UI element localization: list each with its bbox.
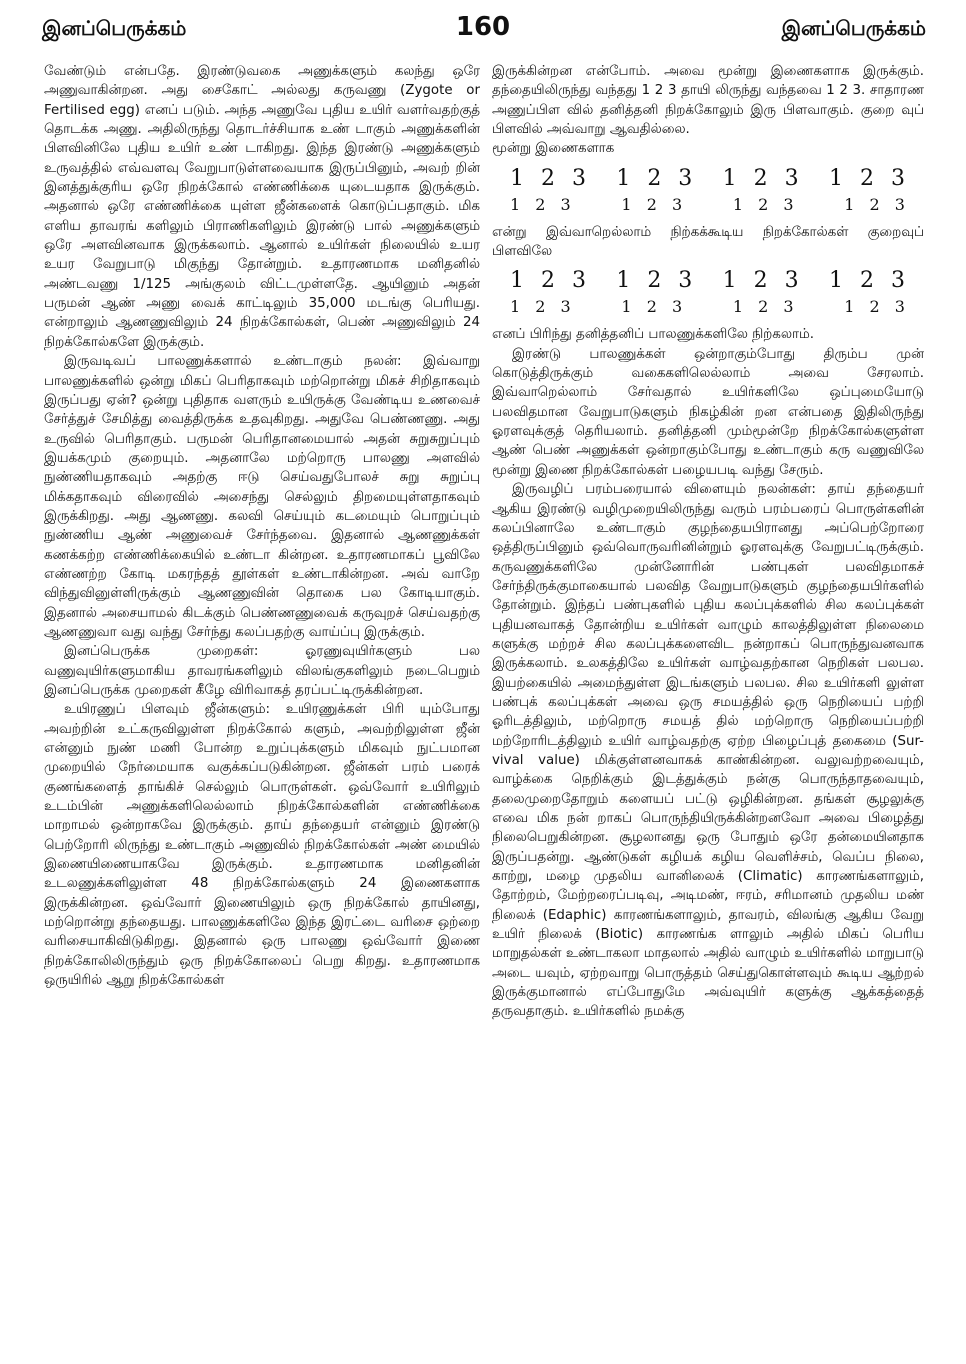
grid-cell: 1 2 3 [510, 194, 576, 214]
grid-cell: 1 2 3 [732, 194, 799, 214]
page-number: 160 [455, 12, 511, 42]
paragraph: வேண்டும் என்பதே. இரண்டுவகை அணுக்களும் கலந்து ஒரே அணுவாகின்றன. அது சைகோட் அல்லது கருவணு (Zygote or Fertilised egg) எனப் படும். அந்த அணுவே புதிய உயிர் வளர்வதற்குத் தொடக்க அணு. அதிலிருந்து தொடர்ச்சியாக உண் டாகும் அணுக்களின் பிளவினிலே புதிய உயிர் உண் டாகிறது. இந்த இரண்டு அணுக்களும் உருவத்தில் எவ்வளவு வேறுபாடுள்ளவையாக இருப்பினும், அவற் றின் இனத்துக்குரிய ஒரே நிறக்கோல் எண்ணிக்கை யுடையதாக இருக்கும். அதனால் ஒரே எண்ணிக்கை யுள்ள ஜீன்களைக் கொடுப்பதாகும். மிக எளிய தாவரங் களிலும் பிராணிகளிலும் இரண்டு பால் அணுக்களும் ஒரே அளவினவாக இருக்கலாம். ஆனால் உயிர்கள் நிலையில் உயர உயர வேறுபாடு மிகுந்து தோன்றும். உதாரணமாக மனிதனில் அண்டவணு 1/125 அங்குலம் விட்டமுள்ளதே. ஆயினும் அதன் பருமன் ஆண் அணு வைக் காட்டிலும் 35,000 மடங்கு பெரியது. என்றாலும் ஆணணுவிலும் 24 நிறக்கோல்கள், பெண் அணுவிலும் 24 நிறக்கோல்களே இருக்கும். [44, 64, 480, 350]
grid-cell: 1 2 3 [722, 165, 804, 191]
chromosome-grid-reduction [492, 267, 924, 319]
chromosome-grid-pairs [492, 165, 924, 217]
grid-cell: 1 2 3 [828, 165, 910, 191]
running-head-left: இனப்பெருக்கம் [42, 16, 187, 40]
paragraph: இருவடிவப் பாலணுக்களால் உண்டாகும் நலன்: இவ்வாறு பாலணுக்களில் ஒன்று மிகப் பெரிதாகவும் மற்றொன்று மிகச் சிறிதாகவும் இருப்பது ஏன்? ஒன்று புதிதாக வளரும் உயிருக்கு வேண்டிய உணவைச் சேர்த்துச் சேமித்து வைத்திருக்க உதவுகிறது. அதுவே பெண்ணணு. அது உருவில் பெரிதாகும். பருமன் பெரிதானமையால் அதன் சுறுசுறுப்பும் இயக்கமும் குறையும். அதனாலே மற்றொரு பாலணு அளவில் நுண்ணியதாகவும் அதற்கு ஈடு செய்வதுபோலச் சுறு சுறுப்பு மிக்கதாகவும் விரைவில் அசைந்து செல்லும் திறமையுள்ளதாகவும் இருக்கிறது. அது ஆணணு. கலவி செய்யும் கடமையும் பொறுப்பும் நுண்ணிய ஆண் அணுவைச் சேர்ந்தவை. இதனால் ஆணணுக்கள் கணக்கற்ற எண்ணிக்கையில் உண்டா கின்றன. உதாரணமாகப் பூவிலே எண்ணற்ற கோடி மகரந்தத் தூள்கள் உண்டாகின்றன. அவ் வாறே விந்துவினுள்ளிருக்கும் ஆணணுவின் தொகை பல கோடியாகும். இதனால் அசையாமல் கிடக்கும் பெண்ணணுவைக் கருவுறச் செய்வதற்கு ஆணணுவா வது வந்து சேர்ந்து கலப்பதற்கு வாய்ப்பு இருக்கும். [44, 354, 480, 640]
grid-row-top [510, 165, 910, 193]
grid-label: மூன்று இணைகளாக [492, 141, 615, 157]
grid-cell: 1 2 3 [621, 194, 688, 214]
paragraph: இருவழிப் பரம்பரையால் விளையும் நலன்கள்: தாய் தந்தையர் ஆகிய இரண்டு வழிமுறையிலிருந்து வரும் பரம்பரைப் பொருள்களின் கலப்பினாலே உண்டாகும் குழந்தையபிரானது அப்பெற்றோரை ஒத்திருப்பினும் ஒவ்வொருவரினின்றும் ஓரளவுக்கு வேறுபட்டிருக்கும். கருவணுக்களிலே முன்னோரின் பண்புகள் பலவிதமாகச் சேர்ந்திருக்குமாகையால் பலவித வேறுபாடுகளும் குழந்தையபிர்களில் தோன்றும். இந்தப் பண்புகளில் புதிய கலப்புக்களில் சில கலப்புக்கள் புதியனவாகத் தோன்றிய உயிர்கள் வாழும் காலத்திலுள்ள நிலைமை களுக்கு மற்றச் சில கலப்புக்களைவிட நன்றாகப் பொருந்துவனவாக இருக்கலாம். உலகத்திலே உயிர்கள் வாழ்வதற்கான நெறிகள் பலபல. இயற்கையில் அமைந்துள்ள இடங்களும் பலபல. சில உயிர்களி லுள்ள பண்புக் கலப்புக்கள் அவை ஒரு சமயத்தில் ஒரு நெறியைப் பற்றி ஓரிடத்திலும், மற்றொரு சமயத் தில் மற்றொரு நெறியைப்பற்றி மற்றோரிடத்திலும் உயிர் வாழ்வதற்கு ஏற்ற பிழைப்புத் தகைமை (Sur- vival value) மிக்குள்ளனவாகக் காண்கின்றன. வலுவற்றவையும், வாழ்க்கை நெறிக்கும் இடத்துக்கும் நன்கு பொருந்தாதவையும், தலைமுறைதோறும் களையப் பட்டு ஒழிகின்றன. தங்கள் சூழலுக்கு எவை மிக நன் றாகப் பொருந்தியிருக்கின்றனவோ அவை பிழைத்து நிலைபெறுகின்றன. சூழலானது ஒரு போதும் ஒரே தன்மையினதாக இருப்பதன்று. ஆண்டுகள் கழியக் கழிய வெளிச்சம், வெப்ப நிலை, காற்று, மழை முதலிய வானிலைக் (Climatic) காரணங்களாலும், தோற்றம், மேற்றரைப்படிவு, அடிமண், ஈரம், சரிமானம் முதலிய மண் நிலைக் (Edaphic) காரணங்களாலும், தாவரம், விலங்கு ஆகிய வேறு உயிர் நிலைக் (Biotic) காரணங்க ளாலும் அதில் மிகப் பெரிய மாறுதல்கள் உண்டாகலா மாதலால் அதில் வாழும் உயிர்களில் மாறுபாடு அடை யவும், ஏற்றவாறு பொருத்தம் செய்துகொள்ளவும் கூடிய ஆற்றல் இருக்குமானால் எப்போதுமே அவ்வுயிர் களுக்கு ஆக்கத்தைத் தருவதாகும். உயிர்களில் நமக்கு [492, 482, 924, 1020]
paragraph: இருக்கின்றன என்போம். அவை மூன்று இணைகளாக இருக்கும். தந்தையிலிருந்து வந்தது 1 2 3 தாயி லிருந்து வந்தவை 1 2 3. சாதாரண அணுப்பிள வில் தனித்தனி நிறக்கோலும் இரு பிளவாகும். குறை வுப் பிளவில் அவ்வாறு ஆவதில்லை. [492, 64, 924, 138]
grid-row-top [510, 267, 910, 295]
paragraph: எனப் பிரிந்து தனித்தனிப் பாலணுக்களிலே நிற்கலாம். [492, 327, 814, 343]
grid-cell: 1 2 3 [616, 165, 698, 191]
grid-cell: 1 2 3 [844, 297, 910, 317]
grid-cell: 1 2 3 [616, 268, 698, 294]
grid-cell: 1 2 3 [722, 268, 804, 294]
grid-cell: 1 2 3 [828, 268, 910, 294]
paragraph: இனப்பெருக்க முறைகள்: ஓரணுவுயிர்களும் பல வணுவுயிர்களுமாகிய தாவரங்களிலும் விலங்குகளிலும் நடைபெறும் இனப்பெருக்க முறைகள் கீழே விரிவாகத் தரப்பட்டிருக்கின்றன. [44, 644, 480, 698]
grid-cell: 1 2 3 [621, 297, 688, 317]
left-column [44, 62, 480, 1352]
grid-cell: 1 2 3 [844, 194, 910, 214]
grid-cell: 1 2 3 [510, 297, 576, 317]
paragraph: உயிரணுப் பிளவும் ஜீன்களும்: உயிரணுக்கள் பிரி யும்போது அவற்றின் உட்கருவிலுள்ள நிறக்கோல் களும், அவற்றிலுள்ள ஜீன் என்னும் நுண் மணி போன்ற உறுப்புக்களும் மிகவும் நுட்பமான முறையில் நேர்மையாக வகுக்கப்படுகின்றன. ஜீன்கள் பரம் பரைக் குணங்களைத் தாங்கிச் செல்லும் பொருள்கள். ஒவ்வோர் உயிரிலும் உடம்பின் அணுக்களிலெல்லாம் நிறக்கோல்களின் எண்ணிக்கை மாறாமல் ஒன்றாகவே இருக்கும். தாய் தந்தையர் என்னும் இரண்டு பெற்றோரி லிருந்து உண்டாகும் அணுவில் நிறக்கோல்கள் அண் மையில் இணையிணையாகவே இருக்கும். உதாரணமாக மனிதனின் உடலணுக்களிலுள்ள 48 நிறக்கோல்களும் 24 இணைகளாக இருக்கின்றன. ஒவ்வோர் இணையிலும் ஒரு நிறக்கோல் தாயினது, மற்றொன்று தந்தையது. பாலணுக்களிலே இந்த இரட்டை வரிசை ஒற்றை வரிசையாகிவிடுகிறது. இதனால் ஒரு பாலணு ஒவ்வோர் இணை நிறக்கோலிலிருந்தும் ஒரு நிறக்கோலைப் பெறு கிறது. உதாரணமாக ஒருயிரில் ஆறு நிறக்கோல்கள் [44, 702, 480, 989]
paragraph: இரண்டு பாலணுக்கள் ஒன்றாகும்போது திரும்ப முன் கொடுத்திருக்கும் வகைகளிலெல்லாம் அவை சேரலாம். இவ்வாறெல்லாம் சேர்வதால் உயிர்களிலே ஒப்புமையோடு பலவிதமான வேறுபாடுகளும் நிகழ்கின் றன என்பதை இதிலிருந்து ஓரளவுக்குத் தெரியலாம். தனித்தனி மும்மூன்றே நிறக்கோல்களுள்ள ஆண் பெண் அணுக்கள் ஒன்றாகும்போது உண்டாகும் கரு வணுவிலே மூன்று இணை நிறக்கோல்கள் பழையபடி வந்து சேரும். [492, 346, 924, 478]
grid-row-bottom [510, 295, 910, 319]
grid-cell: 1 2 3 [510, 165, 591, 191]
paragraph: என்று இவ்வாறெல்லாம் நிற்கக்கூடிய நிறக்கோல்கள் குறைவுப் பிளவிலே [492, 224, 924, 260]
running-head-right: இனப்பெருக்கம் [781, 16, 926, 40]
grid-cell: 1 2 3 [732, 297, 799, 317]
right-column [492, 62, 924, 1352]
grid-row-bottom [510, 193, 910, 217]
page-header [0, 0, 966, 48]
grid-cell: 1 2 3 [510, 268, 591, 294]
